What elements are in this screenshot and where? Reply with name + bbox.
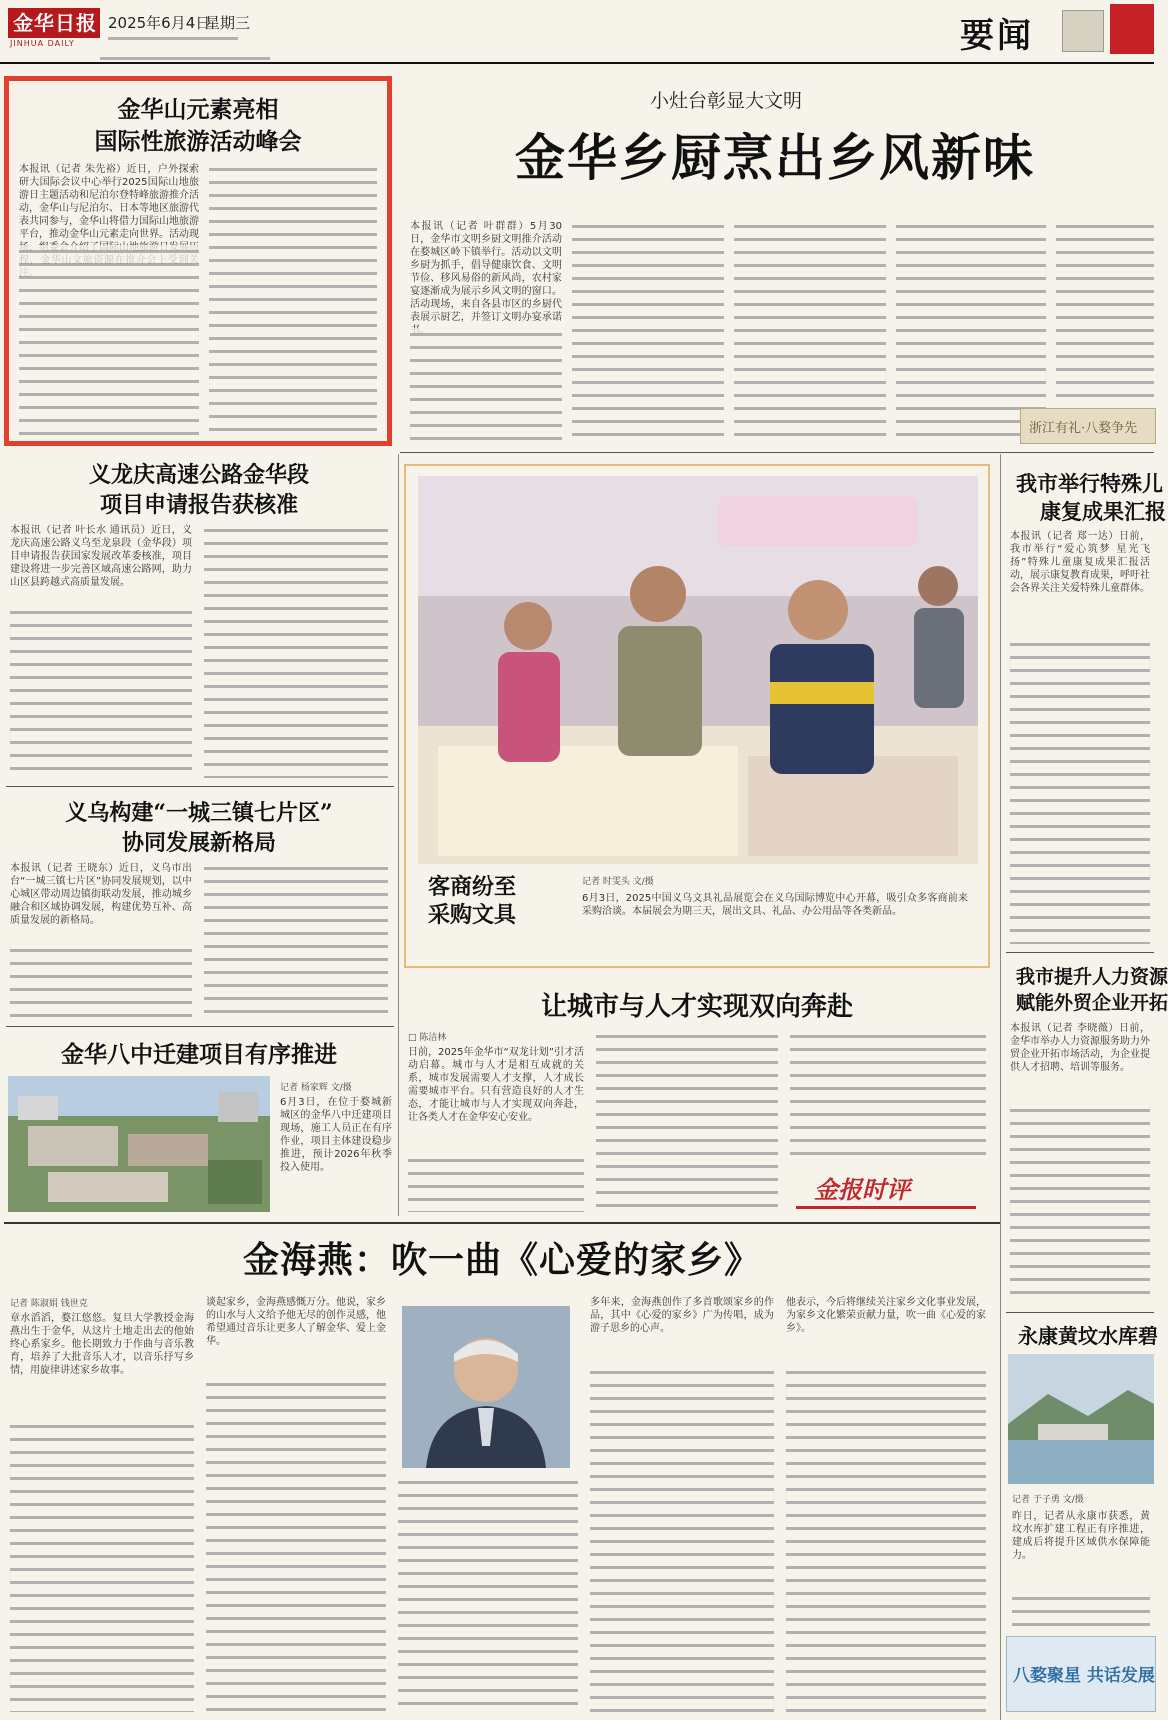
issue-date: 2025年6月4日 [108,14,211,32]
feature-title: 金海燕：吹一曲《心爱的家乡》 [242,1239,761,1281]
right-col-caption3: 昨日，记者从永康市获悉，黄坟水库扩建工程正有序推进，建成后将提升区域供水保障能力。 [1012,1511,1150,1561]
right-divider-2 [1006,1312,1154,1313]
right-col-title2-2: 赋能外贸企业开拓 [1016,992,1168,1014]
top-story-title: 金华乡厨烹出乡风新味 [515,129,1035,187]
masthead-rule [0,62,1154,64]
feature-portrait-photo [402,1306,570,1468]
left-story3-col1 [10,944,192,1018]
logo-text: 金华日报 [13,11,97,35]
divider-right-col [1000,454,1001,1720]
right-col-col2 [1010,1104,1150,1304]
left-story3-body: 本报讯（记者 王晓东）近日，义乌市出台“一城三镇七片区”协同发展规划，以中心城区带动周边镇街联动发展，推动城乡融合和区域协调发展，构建优势互补、高质量发展的新格局。 [10,863,192,926]
section-edge-mark [1110,4,1154,54]
top-story-col3 [734,220,886,440]
feature-body-c: 多年来，金海燕创作了多首歌颂家乡的作品，其中《心爱的家乡》广为传唱，成为游子思乡的心声。 [590,1297,774,1334]
top-story-kicker: 小灶台彰显大文明 [650,90,803,112]
feature-col5 [786,1366,986,1712]
stationery-fair-illustration [418,476,978,864]
left-divider-1 [6,786,394,787]
right-col-title1-1: 我市举行特殊儿 [1016,471,1163,496]
photo-story-caption: 6月3日，2025中国义乌文具礼品展览会在义乌国际博览中心开幕，吸引众多客商前来采购洽谈。本届展会为期三天，展出文具、礼品、办公用品等各类新品。 [582,893,968,917]
feature-col2 [206,1378,386,1712]
right-col-title1-2: 康复成果汇报 [1040,499,1166,524]
feature-body-a: 章水滔滔，婺江悠悠。复旦大学教授金海燕出生于金华，从这片土地走出去的他始终心系家乡。他长期致力于作曲与音乐教育，培养了大批音乐人才，以音乐抒写乡情，用旋律讲述家乡故事。 [10,1313,194,1376]
commentary-badge [796,1166,976,1209]
commentary-col2 [596,1030,778,1212]
lead-left-body-col2 [209,163,377,440]
left-story3-title-2: 协同发展新格局 [121,830,276,856]
feature-col3-lower [398,1476,578,1712]
stationery-fair-photo [418,476,978,864]
portrait-illustration [402,1306,570,1468]
right-col-title3: 永康黄坟水库碧 [1018,1324,1158,1348]
photo-story-byline: 记者 时雯头 文/摄 [582,877,654,887]
top-story-side-tag [1020,408,1156,444]
lead-left-body: 本报讯（记者 朱先裕）近日，户外探索研大国际会议中心举行2025国际山地旅游日主题活动和尼泊尔登特峰旅游推介活动，金华山与尼泊尔、日本等地区旅游代表共同参与，金华山将借力国际山地旅游平台，推动金华山元素走向世界。活动现 [19,164,199,240]
left-story2-body: 本报讯（记者 叶长水 通讯员）近日，义龙庆高速公路义乌至龙泉段（金华段）项目申请报告获国家发展改革委核准，项目建设将进一步完善区域高速公路网，助力山区县跨越式高质量发展。 [10,525,192,588]
section-number-block [1062,10,1104,52]
photo-story-title-2: 采购文具 [428,902,517,928]
lead-left-title-2: 国际性旅游活动峰会 [94,128,302,155]
feature-col4 [590,1366,774,1712]
right-col-byline3: 记者 于子勇 文/摄 [1012,1495,1084,1505]
right-col-col1 [1010,638,1150,944]
left-story3-title-1: 义乌构建“一城三镇七片区” [65,800,333,826]
left-divider-2 [6,1026,394,1027]
feature-col1 [10,1420,194,1712]
left-story4-body: 6月3日，在位于婺城新城区的金华八中迁建项目现场，施工人员正在有序作业，项目主体建设稳步推进，预计2026年秋季投入使用。 [280,1097,392,1173]
right-col-banner [1006,1636,1156,1712]
right-col-banner-text: 八婺聚星 共话发展 [1013,1666,1155,1686]
masthead-website-line [100,52,270,60]
right-col-body1: 本报讯（记者 郑一达）日前，我市举行“爱心筑梦 星光飞扬”特殊儿童康复成果汇报活动，展示康复教育成果，呼吁社会各界关注关爱特殊儿童群体。 [1010,531,1150,594]
divider-above-feature [4,1222,1000,1224]
right-col-col3 [1012,1592,1150,1626]
side-tag-text: 浙江有礼·八婺争先 [1029,421,1138,436]
feature-byline: 记者 陈淑娟 钱世克 [10,1299,88,1309]
left-story4-title: 金华八中迁建项目有序推进 [61,1041,337,1068]
right-col-body2: 本报讯（记者 李晓薇）日前，金华市举办人力资源服务助力外贸企业开拓市场活动，为企业提供人才招聘、培训等服务。 [1010,1023,1150,1073]
masthead-editor-lines [108,32,238,44]
photo-story-frame [404,464,990,968]
left-story4-byline: 记者 杨家辉 文/摄 [280,1083,352,1093]
commentary-body: 日前，2025年金华市“双龙计划”引才活动启幕。城市与人才是相互成就的关系，城市发展需要人才支撑，人才成长需要城市平台。只有营造良好的人才生态，才能让城市与人才实现双向奔赴，让各类人才在金华安心安业。 [408,1047,584,1123]
left-story2-title-2: 项目申请报告获核准 [99,492,298,518]
commentary-badge-text: 金报时评 [814,1175,910,1204]
lead-left-body-col1 [19,245,199,440]
commentary-col1 [408,1154,584,1212]
lead-left-title-1: 金华山元素亮相 [117,96,279,123]
divider-under-top [400,452,1154,453]
right-col-title2-1: 我市提升人力资源 [1016,966,1168,988]
feature-body-b: 谈起家乡，金海燕感慨万分。他说，家乡的山水与人文给予他无尽的创作灵感，他希望通过音乐让更多人了解金华、爱上金华。 [206,1297,386,1347]
photo-story-title-1: 客商纷至 [428,874,517,900]
top-story-col4 [896,220,1046,440]
reservoir-photo [1008,1354,1154,1484]
feature-body-d: 他表示，今后将继续关注家乡文化事业发展，为家乡文化繁荣贡献力量，吹一曲《心爱的家乡》。 [786,1297,986,1334]
left-story2-title-1: 义龙庆高速公路金华段 [88,462,309,488]
top-story [400,70,1154,450]
logo-english: JINHUA DAILY [10,39,75,48]
top-story-col5 [1056,220,1154,400]
masthead [0,0,1154,64]
top-story-col1 [410,328,562,440]
top-story-body: 本报讯（记者 叶群群）5月30日，金华市文明乡厨文明推介活动在婺城区岭下镇举行。活动以文明乡厨为抓手，倡导健康饮食、文明节俭、移风易俗的新风尚，农村家宴逐渐成为展示乡风文明的窗口。活动现场，来自各县市区的乡厨代表展示厨艺，并签订文明办宴承诺 [410,221,562,323]
right-divider-1 [1006,952,1154,953]
left-story2-col1 [10,606,192,778]
reservoir-illustration [1008,1354,1154,1484]
issue-weekday: 星期三 [205,14,251,32]
commentary-col3 [790,1030,986,1158]
divider-left-col [398,454,399,1216]
lead-left-box [4,76,392,446]
left-story2-col2 [204,524,388,778]
left-story3-col2 [204,862,388,1018]
school-construction-photo [8,1076,270,1212]
commentary-title: 让城市与人才实现双向奔赴 [540,992,853,1022]
school-construction-illustration [8,1076,270,1212]
section-title: 要闻 [960,16,1034,56]
commentary-author: □ 陈洁林 [408,1033,447,1043]
top-story-col2 [572,220,724,440]
